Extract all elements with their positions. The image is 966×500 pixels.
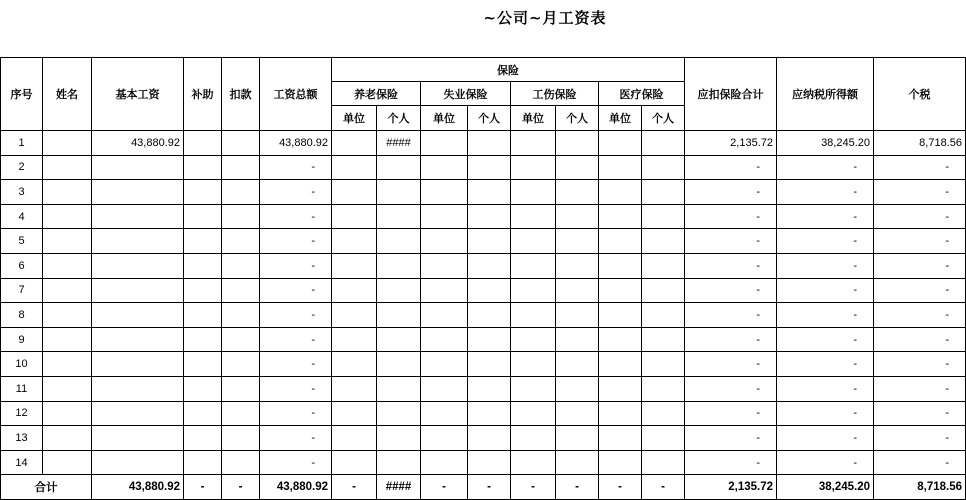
cell-tax[interactable]: - bbox=[874, 401, 966, 426]
cell-allowance[interactable] bbox=[184, 327, 222, 352]
cell-injury-unit[interactable] bbox=[511, 204, 556, 229]
cell-taxable[interactable]: - bbox=[777, 229, 874, 254]
header-injury-unit[interactable]: 单位 bbox=[511, 106, 556, 131]
cell-pension-unit[interactable] bbox=[332, 303, 377, 328]
cell-injury-personal[interactable] bbox=[556, 450, 599, 475]
cell-unemployment-unit[interactable] bbox=[421, 180, 468, 205]
cell-unemployment-personal[interactable] bbox=[468, 327, 511, 352]
total-cell-injury-personal[interactable]: - bbox=[556, 475, 599, 500]
cell-seq[interactable]: 4 bbox=[1, 204, 43, 229]
cell-medical-unit[interactable] bbox=[599, 327, 642, 352]
table-row bbox=[1, 450, 966, 475]
header-base-salary[interactable]: 基本工资 bbox=[92, 58, 184, 131]
cell-seq[interactable]: 11 bbox=[1, 376, 43, 401]
cell-seq[interactable]: 6 bbox=[1, 253, 43, 278]
cell-deduction[interactable] bbox=[222, 401, 260, 426]
cell-medical-unit[interactable] bbox=[599, 376, 642, 401]
cell-name[interactable] bbox=[43, 229, 92, 254]
cell-unemployment-personal[interactable] bbox=[468, 352, 511, 377]
cell-base-salary[interactable] bbox=[92, 327, 184, 352]
cell-deduction[interactable] bbox=[222, 426, 260, 451]
cell-injury-personal[interactable] bbox=[556, 401, 599, 426]
header-medical-unit[interactable]: 单位 bbox=[599, 106, 642, 131]
cell-base-salary[interactable] bbox=[92, 180, 184, 205]
cell-taxable[interactable]: 38,245.20 bbox=[777, 131, 874, 156]
cell-taxable[interactable]: - bbox=[777, 155, 874, 180]
table-row bbox=[1, 327, 966, 352]
cell-medical-unit[interactable] bbox=[599, 426, 642, 451]
cell-unemployment-personal[interactable] bbox=[468, 376, 511, 401]
cell-deduction[interactable] bbox=[222, 450, 260, 475]
cell-tax[interactable]: - bbox=[874, 155, 966, 180]
cell-allowance[interactable] bbox=[184, 426, 222, 451]
cell-insurance-total[interactable]: - bbox=[685, 180, 777, 205]
cell-pension-unit[interactable] bbox=[332, 352, 377, 377]
cell-insurance-total[interactable]: - bbox=[685, 204, 777, 229]
cell-deduction[interactable] bbox=[222, 131, 260, 156]
cell-base-salary[interactable] bbox=[92, 426, 184, 451]
cell-medical-unit[interactable] bbox=[599, 352, 642, 377]
cell-name[interactable] bbox=[43, 376, 92, 401]
cell-unemployment-personal[interactable] bbox=[468, 131, 511, 156]
header-taxable[interactable]: 应纳税所得额 bbox=[777, 58, 874, 131]
header-unemployment-unit[interactable]: 单位 bbox=[421, 106, 468, 131]
cell-pension-unit[interactable] bbox=[332, 204, 377, 229]
cell-tax[interactable]: - bbox=[874, 303, 966, 328]
cell-injury-unit[interactable] bbox=[511, 155, 556, 180]
table-row bbox=[1, 229, 966, 254]
cell-name[interactable] bbox=[43, 303, 92, 328]
cell-injury-unit[interactable] bbox=[511, 401, 556, 426]
cell-medical-personal[interactable] bbox=[642, 303, 685, 328]
cell-medical-personal[interactable] bbox=[642, 180, 685, 205]
cell-medical-personal[interactable] bbox=[642, 450, 685, 475]
cell-medical-unit[interactable] bbox=[599, 450, 642, 475]
header-medical[interactable]: 医疗保险 bbox=[599, 82, 685, 106]
cell-injury-unit[interactable] bbox=[511, 253, 556, 278]
cell-allowance[interactable] bbox=[184, 352, 222, 377]
cell-unemployment-unit[interactable] bbox=[421, 401, 468, 426]
cell-tax[interactable]: - bbox=[874, 426, 966, 451]
cell-unemployment-personal[interactable] bbox=[468, 426, 511, 451]
cell-taxable[interactable]: - bbox=[777, 450, 874, 475]
total-label[interactable]: 合计 bbox=[1, 475, 92, 500]
cell-allowance[interactable] bbox=[184, 401, 222, 426]
total-cell-taxable[interactable]: 38,245.20 bbox=[777, 475, 874, 500]
cell-base-salary[interactable] bbox=[92, 253, 184, 278]
cell-taxable[interactable]: - bbox=[777, 180, 874, 205]
cell-taxable[interactable]: - bbox=[777, 376, 874, 401]
cell-pension-unit[interactable] bbox=[332, 450, 377, 475]
cell-injury-personal[interactable] bbox=[556, 155, 599, 180]
cell-allowance[interactable] bbox=[184, 253, 222, 278]
cell-allowance[interactable] bbox=[184, 450, 222, 475]
cell-pension-personal[interactable] bbox=[377, 204, 421, 229]
cell-base-salary[interactable] bbox=[92, 450, 184, 475]
cell-tax[interactable]: - bbox=[874, 327, 966, 352]
cell-deduction[interactable] bbox=[222, 303, 260, 328]
cell-pension-personal[interactable] bbox=[377, 180, 421, 205]
cell-unemployment-personal[interactable] bbox=[468, 229, 511, 254]
cell-allowance[interactable] bbox=[184, 131, 222, 156]
cell-pension-unit[interactable] bbox=[332, 327, 377, 352]
cell-medical-unit[interactable] bbox=[599, 155, 642, 180]
cell-allowance[interactable] bbox=[184, 204, 222, 229]
header-pension-personal[interactable]: 个人 bbox=[377, 106, 421, 131]
table-row bbox=[1, 376, 966, 401]
cell-deduction[interactable] bbox=[222, 155, 260, 180]
cell-tax[interactable]: - bbox=[874, 180, 966, 205]
cell-seq[interactable]: 8 bbox=[1, 303, 43, 328]
cell-taxable[interactable]: - bbox=[777, 204, 874, 229]
cell-tax[interactable]: - bbox=[874, 278, 966, 303]
cell-base-salary[interactable] bbox=[92, 401, 184, 426]
cell-tax[interactable]: 8,718.56 bbox=[874, 131, 966, 156]
cell-injury-personal[interactable] bbox=[556, 253, 599, 278]
cell-unemployment-unit[interactable] bbox=[421, 131, 468, 156]
total-cell-unemployment-personal[interactable]: - bbox=[468, 475, 511, 500]
cell-unemployment-unit[interactable] bbox=[421, 278, 468, 303]
cell-injury-unit[interactable] bbox=[511, 303, 556, 328]
table-row bbox=[1, 426, 966, 451]
cell-insurance-total[interactable]: - bbox=[685, 426, 777, 451]
cell-unemployment-unit[interactable] bbox=[421, 253, 468, 278]
cell-injury-personal[interactable] bbox=[556, 204, 599, 229]
cell-pension-personal[interactable] bbox=[377, 327, 421, 352]
cell-gross[interactable]: - bbox=[260, 204, 332, 229]
cell-unemployment-unit[interactable] bbox=[421, 229, 468, 254]
cell-injury-unit[interactable] bbox=[511, 450, 556, 475]
total-cell-insurance-total[interactable]: 2,135.72 bbox=[685, 475, 777, 500]
cell-pension-personal[interactable] bbox=[377, 303, 421, 328]
cell-pension-unit[interactable] bbox=[332, 229, 377, 254]
cell-allowance[interactable] bbox=[184, 180, 222, 205]
cell-medical-unit[interactable] bbox=[599, 180, 642, 205]
cell-tax[interactable]: - bbox=[874, 229, 966, 254]
cell-injury-personal[interactable] bbox=[556, 426, 599, 451]
total-cell-pension-personal[interactable]: #### bbox=[377, 475, 421, 500]
cell-gross[interactable]: - bbox=[260, 426, 332, 451]
cell-unemployment-unit[interactable] bbox=[421, 327, 468, 352]
header-unemployment-personal[interactable]: 个人 bbox=[468, 106, 511, 131]
cell-unemployment-personal[interactable] bbox=[468, 303, 511, 328]
cell-unemployment-personal[interactable] bbox=[468, 155, 511, 180]
cell-gross[interactable]: - bbox=[260, 401, 332, 426]
cell-seq[interactable]: 12 bbox=[1, 401, 43, 426]
table-row bbox=[1, 253, 966, 278]
header-injury-personal[interactable]: 个人 bbox=[556, 106, 599, 131]
cell-insurance-total[interactable]: - bbox=[685, 278, 777, 303]
cell-medical-personal[interactable] bbox=[642, 376, 685, 401]
cell-pension-personal[interactable]: #### bbox=[377, 131, 421, 156]
cell-injury-unit[interactable] bbox=[511, 131, 556, 156]
cell-medical-personal[interactable] bbox=[642, 401, 685, 426]
cell-seq[interactable]: 14 bbox=[1, 450, 43, 475]
cell-injury-personal[interactable] bbox=[556, 180, 599, 205]
header-deduction[interactable]: 扣款 bbox=[222, 58, 260, 131]
cell-unemployment-unit[interactable] bbox=[421, 303, 468, 328]
cell-insurance-total[interactable]: 2,135.72 bbox=[685, 131, 777, 156]
cell-gross[interactable]: - bbox=[260, 376, 332, 401]
cell-gross[interactable]: - bbox=[260, 450, 332, 475]
cell-seq[interactable]: 1 bbox=[1, 131, 43, 156]
cell-injury-unit[interactable] bbox=[511, 229, 556, 254]
cell-medical-personal[interactable] bbox=[642, 131, 685, 156]
cell-pension-personal[interactable] bbox=[377, 229, 421, 254]
cell-unemployment-unit[interactable] bbox=[421, 155, 468, 180]
total-cell-deduction[interactable]: - bbox=[222, 475, 260, 500]
cell-medical-unit[interactable] bbox=[599, 204, 642, 229]
cell-seq[interactable]: 7 bbox=[1, 278, 43, 303]
cell-unemployment-personal[interactable] bbox=[468, 253, 511, 278]
cell-tax[interactable]: - bbox=[874, 450, 966, 475]
cell-deduction[interactable] bbox=[222, 229, 260, 254]
cell-unemployment-unit[interactable] bbox=[421, 204, 468, 229]
cell-seq[interactable]: 13 bbox=[1, 426, 43, 451]
cell-tax[interactable]: - bbox=[874, 253, 966, 278]
cell-insurance-total[interactable]: - bbox=[685, 155, 777, 180]
cell-medical-personal[interactable] bbox=[642, 352, 685, 377]
cell-taxable[interactable]: - bbox=[777, 327, 874, 352]
cell-deduction[interactable] bbox=[222, 253, 260, 278]
table-row bbox=[1, 303, 966, 328]
cell-taxable[interactable]: - bbox=[777, 278, 874, 303]
cell-injury-personal[interactable] bbox=[556, 352, 599, 377]
cell-base-salary[interactable] bbox=[92, 352, 184, 377]
header-unemployment[interactable]: 失业保险 bbox=[421, 82, 511, 106]
cell-name[interactable] bbox=[43, 131, 92, 156]
cell-allowance[interactable] bbox=[184, 229, 222, 254]
cell-tax[interactable]: - bbox=[874, 352, 966, 377]
header-medical-personal[interactable]: 个人 bbox=[642, 106, 685, 131]
cell-gross[interactable]: - bbox=[260, 303, 332, 328]
cell-insurance-total[interactable]: - bbox=[685, 303, 777, 328]
cell-unemployment-personal[interactable] bbox=[468, 450, 511, 475]
cell-pension-personal[interactable] bbox=[377, 376, 421, 401]
total-cell-unemployment-unit[interactable]: - bbox=[421, 475, 468, 500]
cell-gross[interactable]: - bbox=[260, 327, 332, 352]
cell-pension-personal[interactable] bbox=[377, 426, 421, 451]
cell-pension-personal[interactable] bbox=[377, 401, 421, 426]
cell-name[interactable] bbox=[43, 155, 92, 180]
cell-medical-personal[interactable] bbox=[642, 278, 685, 303]
cell-deduction[interactable] bbox=[222, 376, 260, 401]
header-insurance-total[interactable]: 应扣保险合计 bbox=[685, 58, 777, 131]
cell-unemployment-personal[interactable] bbox=[468, 278, 511, 303]
cell-unemployment-unit[interactable] bbox=[421, 352, 468, 377]
cell-gross[interactable]: 43,880.92 bbox=[260, 131, 332, 156]
cell-allowance[interactable] bbox=[184, 278, 222, 303]
cell-name[interactable] bbox=[43, 426, 92, 451]
cell-seq[interactable]: 2 bbox=[1, 155, 43, 180]
cell-deduction[interactable] bbox=[222, 352, 260, 377]
total-row bbox=[1, 475, 966, 500]
cell-pension-unit[interactable] bbox=[332, 253, 377, 278]
cell-base-salary[interactable] bbox=[92, 204, 184, 229]
cell-gross[interactable]: - bbox=[260, 352, 332, 377]
cell-pension-personal[interactable] bbox=[377, 253, 421, 278]
table-row bbox=[1, 278, 966, 303]
cell-injury-personal[interactable] bbox=[556, 229, 599, 254]
cell-injury-unit[interactable] bbox=[511, 352, 556, 377]
cell-medical-unit[interactable] bbox=[599, 401, 642, 426]
cell-gross[interactable]: - bbox=[260, 229, 332, 254]
cell-deduction[interactable] bbox=[222, 204, 260, 229]
cell-injury-unit[interactable] bbox=[511, 180, 556, 205]
cell-pension-unit[interactable] bbox=[332, 131, 377, 156]
cell-injury-unit[interactable] bbox=[511, 327, 556, 352]
cell-deduction[interactable] bbox=[222, 327, 260, 352]
cell-pension-unit[interactable] bbox=[332, 401, 377, 426]
total-cell-pension-unit[interactable]: - bbox=[332, 475, 377, 500]
cell-injury-personal[interactable] bbox=[556, 376, 599, 401]
cell-gross[interactable]: - bbox=[260, 253, 332, 278]
total-cell-injury-unit[interactable]: - bbox=[511, 475, 556, 500]
header-pension[interactable]: 养老保险 bbox=[332, 82, 421, 106]
table-row bbox=[1, 401, 966, 426]
cell-unemployment-personal[interactable] bbox=[468, 180, 511, 205]
cell-medical-unit[interactable] bbox=[599, 253, 642, 278]
cell-injury-unit[interactable] bbox=[511, 278, 556, 303]
cell-seq[interactable]: 5 bbox=[1, 229, 43, 254]
table-row bbox=[1, 204, 966, 229]
header-pension-unit[interactable]: 单位 bbox=[332, 106, 377, 131]
cell-insurance-total[interactable]: - bbox=[685, 401, 777, 426]
cell-medical-unit[interactable] bbox=[599, 278, 642, 303]
header-gross[interactable]: 工资总额 bbox=[260, 58, 332, 131]
cell-injury-personal[interactable] bbox=[556, 327, 599, 352]
cell-tax[interactable]: - bbox=[874, 204, 966, 229]
cell-gross[interactable]: - bbox=[260, 180, 332, 205]
cell-pension-unit[interactable] bbox=[332, 426, 377, 451]
header-name[interactable]: 姓名 bbox=[43, 58, 92, 131]
total-cell-gross[interactable]: 43,880.92 bbox=[260, 475, 332, 500]
cell-unemployment-personal[interactable] bbox=[468, 401, 511, 426]
cell-base-salary[interactable] bbox=[92, 155, 184, 180]
cell-insurance-total[interactable]: - bbox=[685, 376, 777, 401]
cell-base-salary[interactable]: 43,880.92 bbox=[92, 131, 184, 156]
cell-name[interactable] bbox=[43, 253, 92, 278]
cell-pension-unit[interactable] bbox=[332, 376, 377, 401]
cell-medical-personal[interactable] bbox=[642, 229, 685, 254]
cell-pension-personal[interactable] bbox=[377, 450, 421, 475]
cell-gross[interactable]: - bbox=[260, 155, 332, 180]
cell-unemployment-unit[interactable] bbox=[421, 450, 468, 475]
cell-medical-unit[interactable] bbox=[599, 303, 642, 328]
cell-taxable[interactable]: - bbox=[777, 352, 874, 377]
cell-name[interactable] bbox=[43, 450, 92, 475]
cell-seq[interactable]: 9 bbox=[1, 327, 43, 352]
header-allowance[interactable]: 补助 bbox=[184, 58, 222, 131]
cell-name[interactable] bbox=[43, 352, 92, 377]
cell-taxable[interactable]: - bbox=[777, 426, 874, 451]
cell-name[interactable] bbox=[43, 278, 92, 303]
cell-injury-unit[interactable] bbox=[511, 376, 556, 401]
cell-insurance-total[interactable]: - bbox=[685, 327, 777, 352]
total-cell-medical-personal[interactable]: - bbox=[642, 475, 685, 500]
cell-unemployment-personal[interactable] bbox=[468, 204, 511, 229]
cell-deduction[interactable] bbox=[222, 180, 260, 205]
header-row-1 bbox=[1, 58, 966, 82]
cell-insurance-total[interactable]: - bbox=[685, 253, 777, 278]
cell-base-salary[interactable] bbox=[92, 229, 184, 254]
cell-insurance-total[interactable]: - bbox=[685, 352, 777, 377]
table-row bbox=[1, 131, 966, 156]
total-cell-allowance[interactable]: - bbox=[184, 475, 222, 500]
cell-taxable[interactable]: - bbox=[777, 401, 874, 426]
cell-injury-unit[interactable] bbox=[511, 426, 556, 451]
cell-medical-personal[interactable] bbox=[642, 204, 685, 229]
table-row bbox=[1, 180, 966, 205]
total-cell-base-salary[interactable]: 43,880.92 bbox=[92, 475, 184, 500]
cell-injury-personal[interactable] bbox=[556, 278, 599, 303]
cell-gross[interactable]: - bbox=[260, 278, 332, 303]
cell-medical-unit[interactable] bbox=[599, 229, 642, 254]
cell-injury-personal[interactable] bbox=[556, 131, 599, 156]
cell-name[interactable] bbox=[43, 180, 92, 205]
cell-pension-personal[interactable] bbox=[377, 155, 421, 180]
cell-name[interactable] bbox=[43, 204, 92, 229]
cell-insurance-total[interactable]: - bbox=[685, 450, 777, 475]
cell-taxable[interactable]: - bbox=[777, 303, 874, 328]
cell-deduction[interactable] bbox=[222, 278, 260, 303]
header-injury[interactable]: 工伤保险 bbox=[511, 82, 599, 106]
cell-taxable[interactable]: - bbox=[777, 253, 874, 278]
cell-pension-personal[interactable] bbox=[377, 352, 421, 377]
cell-allowance[interactable] bbox=[184, 376, 222, 401]
header-tax[interactable]: 个税 bbox=[874, 58, 966, 131]
cell-medical-unit[interactable] bbox=[599, 131, 642, 156]
total-cell-medical-unit[interactable]: - bbox=[599, 475, 642, 500]
cell-unemployment-unit[interactable] bbox=[421, 376, 468, 401]
cell-allowance[interactable] bbox=[184, 155, 222, 180]
cell-unemployment-unit[interactable] bbox=[421, 426, 468, 451]
cell-seq[interactable]: 10 bbox=[1, 352, 43, 377]
cell-name[interactable] bbox=[43, 401, 92, 426]
cell-injury-personal[interactable] bbox=[556, 303, 599, 328]
cell-pension-unit[interactable] bbox=[332, 155, 377, 180]
header-seq[interactable]: 序号 bbox=[1, 58, 43, 131]
cell-base-salary[interactable] bbox=[92, 376, 184, 401]
cell-insurance-total[interactable]: - bbox=[685, 229, 777, 254]
salary-table bbox=[0, 57, 966, 500]
total-cell-tax[interactable]: 8,718.56 bbox=[874, 475, 966, 500]
cell-pension-unit[interactable] bbox=[332, 180, 377, 205]
table-row bbox=[1, 352, 966, 377]
cell-medical-personal[interactable] bbox=[642, 253, 685, 278]
cell-base-salary[interactable] bbox=[92, 303, 184, 328]
cell-medical-personal[interactable] bbox=[642, 155, 685, 180]
cell-medical-personal[interactable] bbox=[642, 327, 685, 352]
header-insurance[interactable]: 保险 bbox=[332, 58, 685, 82]
cell-name[interactable] bbox=[43, 327, 92, 352]
cell-seq[interactable]: 3 bbox=[1, 180, 43, 205]
cell-pension-personal[interactable] bbox=[377, 278, 421, 303]
cell-base-salary[interactable] bbox=[92, 278, 184, 303]
cell-pension-unit[interactable] bbox=[332, 278, 377, 303]
cell-medical-personal[interactable] bbox=[642, 426, 685, 451]
table-row bbox=[1, 155, 966, 180]
cell-tax[interactable]: - bbox=[874, 376, 966, 401]
sheet-title: ~公司~月工资表 bbox=[483, 9, 607, 27]
cell-allowance[interactable] bbox=[184, 303, 222, 328]
